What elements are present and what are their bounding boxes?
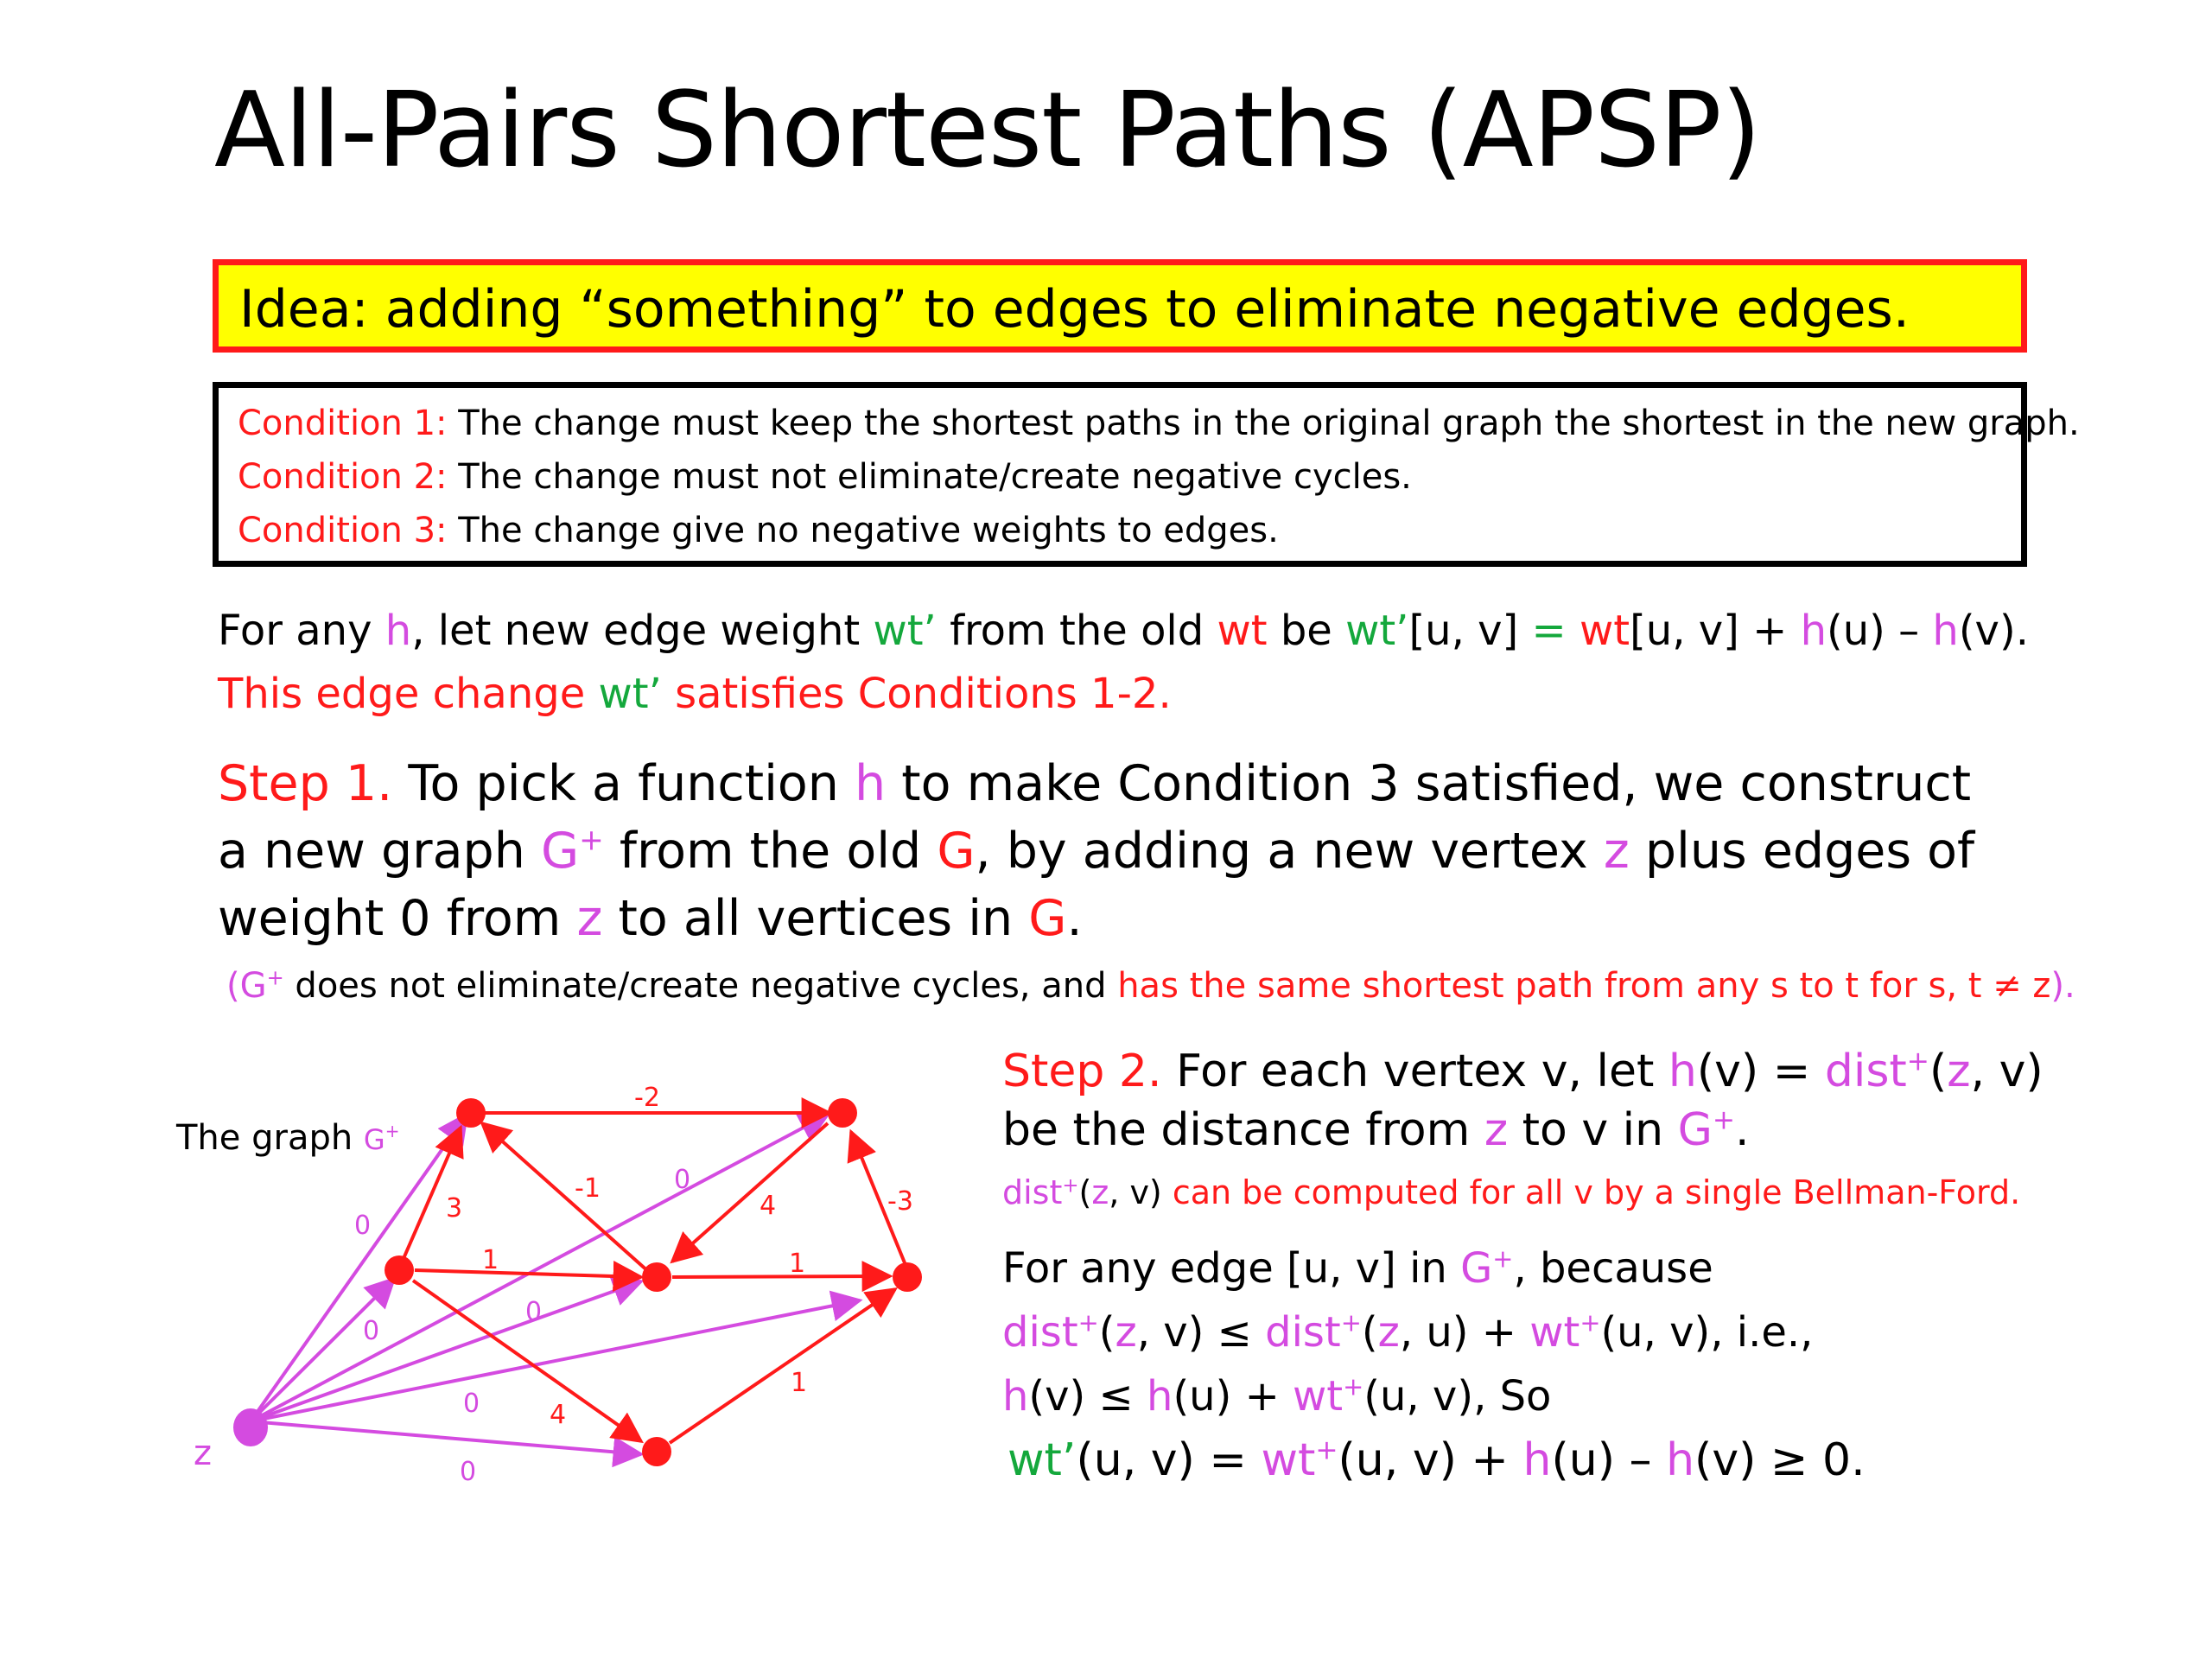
g-plus-symbol: G — [540, 823, 580, 880]
text-span: . — [1735, 1104, 1750, 1156]
text-span: (G — [226, 966, 267, 1006]
text-span: For each vertex v, let — [1161, 1046, 1669, 1097]
wt-prime-symbol: wt’ — [598, 670, 662, 718]
z-node — [233, 1408, 268, 1446]
edge-label: 4 — [760, 1191, 777, 1221]
text-span: , v) ≤ — [1136, 1308, 1266, 1357]
superscript-plus: + — [1062, 1174, 1079, 1198]
z-symbol: z — [1115, 1308, 1137, 1357]
text-span: (v) ≥ 0. — [1694, 1434, 1866, 1486]
z-edge — [251, 1421, 641, 1454]
wt-prime-symbol: wt’ — [1345, 607, 1409, 655]
z-symbol: z — [1484, 1104, 1509, 1156]
wt-symbol: wt — [1293, 1372, 1344, 1421]
step1-label: Step 1. — [218, 755, 393, 812]
text-span: , u) + — [1399, 1308, 1530, 1357]
graph-caption-plus: + — [385, 1121, 400, 1141]
text-span: from the old — [603, 823, 938, 880]
z-label: z — [194, 1433, 212, 1473]
text-span: (v) = — [1696, 1046, 1825, 1097]
wt-prime-symbol: wt’ — [1007, 1434, 1077, 1486]
red-edge — [482, 1123, 650, 1273]
h-symbol: h — [1666, 1434, 1695, 1486]
z-symbol: z — [1947, 1046, 1971, 1097]
text-span: , by adding a new vertex — [975, 823, 1604, 880]
edge-label: 0 — [354, 1211, 372, 1241]
z-symbol: z — [1377, 1308, 1400, 1357]
wt-symbol: wt — [1529, 1308, 1580, 1357]
text-span: has the same shortest path from any s to t for s, t ≠ z — [1117, 966, 2051, 1006]
idea-text: Idea: adding “something” to edges to eliminate negative edges. — [239, 279, 1910, 340]
text-span: (u, v) + — [1338, 1434, 1523, 1486]
text-span: a new graph — [218, 823, 541, 880]
step2-label: Step 2. — [1002, 1046, 1162, 1097]
text-span: can be computed for all v by a single Bellman-Ford. — [1172, 1173, 2021, 1211]
z-edge — [251, 1279, 394, 1421]
g-symbol: G — [1028, 890, 1067, 947]
wt-symbol: wt — [1217, 607, 1268, 655]
text-span: (v). — [1958, 607, 2029, 655]
superscript-plus: + — [1906, 1046, 1929, 1077]
text-span: , v) — [1970, 1046, 2044, 1097]
z-symbol: z — [1091, 1173, 1109, 1211]
edge-label: 0 — [674, 1165, 691, 1195]
condition-2-label: Condition 2: — [238, 457, 448, 497]
edge-label: 1 — [789, 1249, 806, 1279]
text-span: ). — [2050, 966, 2075, 1006]
text-span: be the distance from — [1002, 1104, 1484, 1156]
text-span: to make Condition 3 satisfied, we construct — [886, 755, 1972, 812]
condition-3-label: Condition 3: — [238, 511, 448, 550]
text-span: , v) — [1109, 1173, 1173, 1211]
g-plus-symbol: G — [1460, 1244, 1493, 1293]
text-span: (u) – — [1827, 607, 1933, 655]
graph-node — [828, 1098, 857, 1128]
text-span: ( — [1098, 1308, 1116, 1357]
h-symbol: h — [1002, 1372, 1029, 1421]
text-span: [u, v] + — [1630, 607, 1801, 655]
text-span: For any — [218, 607, 385, 655]
text-span: (v) ≤ — [1028, 1372, 1147, 1421]
text-span: . — [1066, 890, 1083, 947]
h-symbol: h — [1800, 607, 1827, 655]
graph-node — [642, 1437, 671, 1466]
text-span: , because — [1513, 1244, 1713, 1293]
graph-caption-text: The graph — [176, 1118, 364, 1158]
text-span: ( — [1929, 1046, 1948, 1097]
graph-caption — [175, 1118, 399, 1158]
superscript-plus: + — [579, 823, 604, 858]
superscript-plus: + — [1492, 1243, 1514, 1274]
red-edge — [415, 1270, 641, 1277]
text-span: (u) – — [1551, 1434, 1667, 1486]
edge-label: -1 — [575, 1173, 601, 1204]
dist-symbol: dist — [1002, 1173, 1063, 1211]
edge-label: 3 — [446, 1193, 463, 1224]
h-symbol: h — [1668, 1046, 1697, 1097]
graph-node — [385, 1255, 414, 1285]
superscript-plus: + — [266, 965, 284, 990]
text-span: ( — [1078, 1173, 1092, 1211]
edge-label: 1 — [791, 1368, 808, 1398]
edge-label: 0 — [460, 1457, 477, 1487]
z-symbol: z — [576, 890, 603, 947]
text-span: plus edges of — [1629, 823, 1975, 880]
text-span: (u, v), i.e., — [1600, 1308, 1814, 1357]
red-edge — [670, 1289, 895, 1443]
superscript-plus: + — [1077, 1307, 1099, 1338]
edge-label: -2 — [634, 1083, 660, 1113]
graph-node — [642, 1262, 671, 1292]
red-edge — [672, 1123, 828, 1262]
dist-symbol: dist — [1002, 1308, 1078, 1357]
edge-label: 0 — [463, 1389, 480, 1419]
text-span: does not eliminate/create negative cycles, and — [283, 966, 1118, 1006]
text-span: ( — [1361, 1308, 1378, 1357]
text-span: weight 0 from — [218, 890, 577, 947]
z-edge — [251, 1115, 467, 1421]
edge-label: 4 — [550, 1400, 567, 1430]
h-symbol: h — [1522, 1434, 1552, 1486]
condition-1-text: The change must keep the shortest paths in the original graph the shortest in the new graph. — [447, 404, 2080, 443]
slide-title: All-Pairs Shortest Paths (APSP) — [214, 71, 1761, 191]
edge-label: 0 — [525, 1297, 543, 1327]
text-span: to all vertices in — [602, 890, 1029, 947]
condition-2-text: The change must not eliminate/create negative cycles. — [447, 457, 1412, 497]
text-span: (u, v) = — [1076, 1434, 1262, 1486]
h-symbol: h — [855, 755, 887, 812]
wt-symbol: wt — [1261, 1434, 1316, 1486]
h-symbol: h — [385, 607, 412, 655]
edge-label: 1 — [482, 1245, 499, 1275]
text-span: To pick a function — [392, 755, 855, 812]
text-span: For any edge [u, v] in — [1002, 1244, 1461, 1293]
text-span: [u, v] — [1408, 607, 1532, 655]
graph-node — [456, 1098, 486, 1128]
dist-symbol: dist — [1265, 1308, 1341, 1357]
z-edge — [251, 1115, 828, 1421]
text-span: from the old — [936, 607, 1217, 655]
g-symbol: G — [937, 823, 976, 880]
text-span: to v in — [1508, 1104, 1678, 1156]
text-span: (u, v), So — [1363, 1372, 1552, 1421]
graph-caption-g: G — [363, 1123, 385, 1156]
superscript-plus: + — [1340, 1307, 1362, 1338]
superscript-plus: + — [1343, 1371, 1364, 1402]
red-edge — [672, 1276, 890, 1277]
g-plus-symbol: G — [1677, 1104, 1713, 1156]
condition-1-label: Condition 1: — [238, 404, 448, 443]
equals-symbol: = — [1531, 607, 1567, 655]
text-span: This edge change — [218, 670, 599, 718]
h-symbol: h — [1147, 1372, 1173, 1421]
wt-symbol: wt — [1579, 607, 1630, 655]
z-symbol: z — [1603, 823, 1630, 880]
text-span: be — [1267, 607, 1346, 655]
superscript-plus: + — [1315, 1434, 1338, 1466]
wt-prime-symbol: wt’ — [873, 607, 937, 655]
h-symbol: h — [1932, 607, 1959, 655]
text-span: , let new edge weight — [411, 607, 874, 655]
condition-3-text: The change give no negative weights to edges. — [447, 511, 1279, 550]
edge-label: 0 — [363, 1316, 380, 1346]
text-span: (u) + — [1173, 1372, 1294, 1421]
edge-label: -3 — [887, 1186, 913, 1217]
text-span: satisfies Conditions 1-2. — [661, 670, 1172, 718]
dist-symbol: dist — [1824, 1046, 1907, 1097]
superscript-plus: + — [1580, 1307, 1601, 1338]
graph-node — [893, 1262, 922, 1292]
superscript-plus: + — [1712, 1104, 1736, 1136]
